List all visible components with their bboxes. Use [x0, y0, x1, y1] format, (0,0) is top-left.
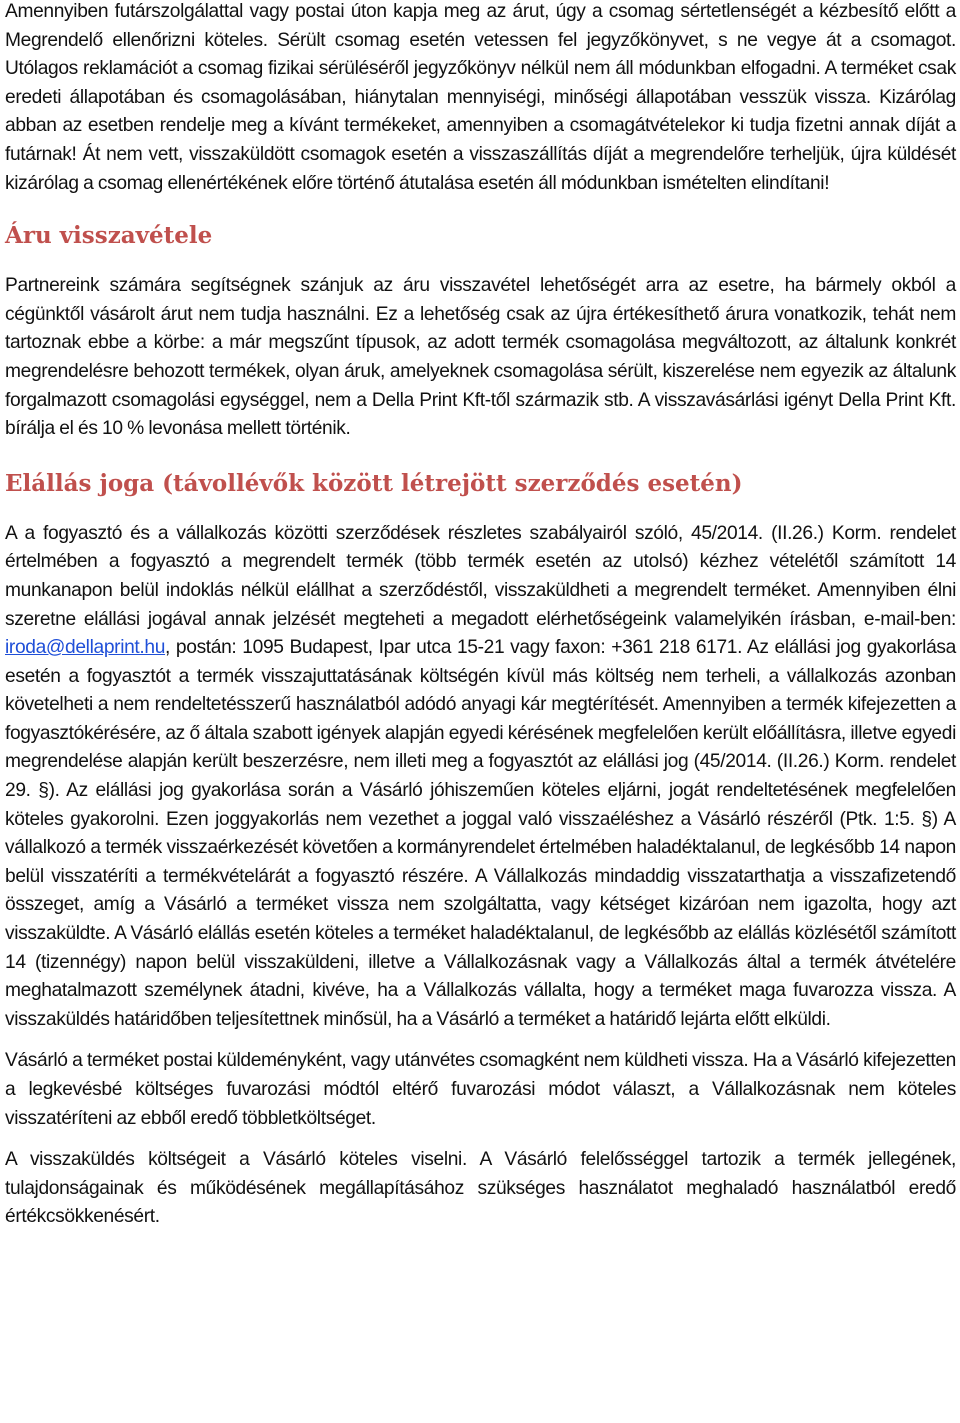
return-paragraph: Partnereink számára segítségnek szánjuk az áru visszavétel lehetőségét arra az esetre, ha bármely okból a cégünktől vásárolt árut nem tudja használni. Ez a lehetőség csak az újra értékesíthető árura vonatkozik, tehát nem tartoznak ebbe a körbe: a már megszűnt típusok, az adott termék csomagolása megváltozott, az általunk konkrét megrendelésre behozott termékek, olyan áruk, amelyeknek csomagolása sérült, kiszerelése nem egyezik az általunk forgalmazott csomagolási egységgel, nem a Della Print Kft-től származik stb. A visszavásárlási igényt Della Print Kft. bírálja el és 10 % levonása mellett történik.: [5, 275, 956, 440]
withdrawal-text-before-email: A a fogyasztó és a vállalkozás közötti szerződések részletes szabályairól szóló, 45/2014. (II.26.) Korm. rendelet értelmében a fogyasztó a megrendelt termék (több termék esetén az utolsó) kézhez vételétől számított 14 munkanapon belül indoklás nélkül elállhat a szerződéstől, visszaküldheti a megrendelt terméket. Amennyiben élni szeretne elállási jogával annak jelzését megteheti a megadott elérhetőségeink valamelyikén írásban, e-mail-ben:: [5, 522, 956, 630]
document-page: [5, 0, 956, 1232]
intro-paragraph: Amennyiben futárszolgálattal vagy postai úton kapja meg az árut, úgy a csomag sértetlenségét a kézbesítő előtt a Megrendelő ellenőrizni köteles. Sérült csomag esetén vetessen fel jegyzőkönyvet, s ne vegye át a csomagot. Utólagos reklamációt a csomag fizikai sérüléséről jegyzőkönyv nélkül nem áll módunkban elfogadni. A terméket csak eredeti állapotában és csomagolásában, hiánytalan mennyiségi, minőségi állapotában vesszük vissza. Kizárólag abban az esetben rendelje meg a kívánt termékeket, amennyiben a csomagátvételekor ki tudja fizetni annak díját a futárnak! Át nem vett, visszaküldött csomagok esetén a visszaszállítás díját a megrendelőre terheljük, újra küldését kizárólag a csomag ellenértékének előre történő átutalása esetén áll módunkban ismételten elindítani!: [5, 1, 956, 194]
return-costs-paragraph: A visszaküldés költségeit a Vásárló köteles viselni. A Vásárló felelősséggel tartozik a termék jellegének, tulajdonságainak és működésének megállapításához szükséges használatot meghaladó használatból eredő értékcsökkenésért.: [5, 1149, 956, 1228]
return-shipping-paragraph: Vásárló a terméket postai küldeményként, vagy utánvétes csomagként nem küldheti vissza. Ha a Vásárló kifejezetten a legkevésbé költséges fuvarozási módtól eltérő fuvarozási módot választ, a Vállalkozásnak nem köteles visszatéríteni az ebből eredő többletköltséget.: [5, 1050, 956, 1129]
section-heading-return: Áru visszavétele: [5, 222, 213, 250]
email-link[interactable]: iroda@dellaprint.hu: [5, 637, 166, 659]
withdrawal-paragraph: [5, 520, 956, 1035]
section-heading-withdrawal: Elállás joga (távollévők között létrejött szerződés esetén): [5, 469, 743, 497]
withdrawal-text-after-email: , postán: 1095 Budapest, Ipar utca 15-21 vagy faxon: +361 218 6171. Az elállási jog gyakorlása esetén a fogyasztót a termék visszajuttatásának költségén kívül más költség nem terheli, a vállalkozás azonban követelheti a nem rendeltetésszerű használatból adódó anyagi kár megtérítését. Amennyiben a termék kifejezetten a fogyasztókérésére, az ő általa szabott igények alapján egyedi kérésének megfelelően került előállításra, illetve egyedi megrendelése alapján került beszerzésre, nem illeti meg a fogyasztót az elállási jog (45/2014. (II.26.) Korm. rendelet 29. §). Az elállási jog gyakorlása során a Vásárló jóhiszeműen köteles eljárni, jogát rendeltetésének megfelelően köteles gyakorolni. Ezen joggyakorlás nem vezethet a joggal való visszaéléshez a Vásárló részéről (Ptk. 1:5. §) A vállalkozó a termék visszaérkezését követően a kormányrendelet értelmében haladéktalanul, de legkésőbb 14 napon belül visszatéríti a termékvételárát a fogyasztó részére. A Vállalkozás mindaddig visszatarthatja a visszafizetendő összeget, amíg a Vásárló a terméket vissza nem szolgáltatta, vagy kétséget kizáróan nem igazolta, hogy azt visszaküldte. A Vásárló elállás esetén köteles a terméket haladéktalanul, de legkésőbb az elállás közlésétől számított 14 (tizennégy) napon belül visszaküldeni, illetve a Vállalkozásnak vagy a Vállalkozás által a termék átvételére meghatalmazott személynek átadni, kivéve, ha a Vállalkozás vállalta, hogy a terméket maga fuvarozza vissza. A visszaküldés határidőben teljesítettnek minősül, ha a Vásárló a terméket a határidő lejárta előtt elküldi.: [5, 637, 956, 1030]
